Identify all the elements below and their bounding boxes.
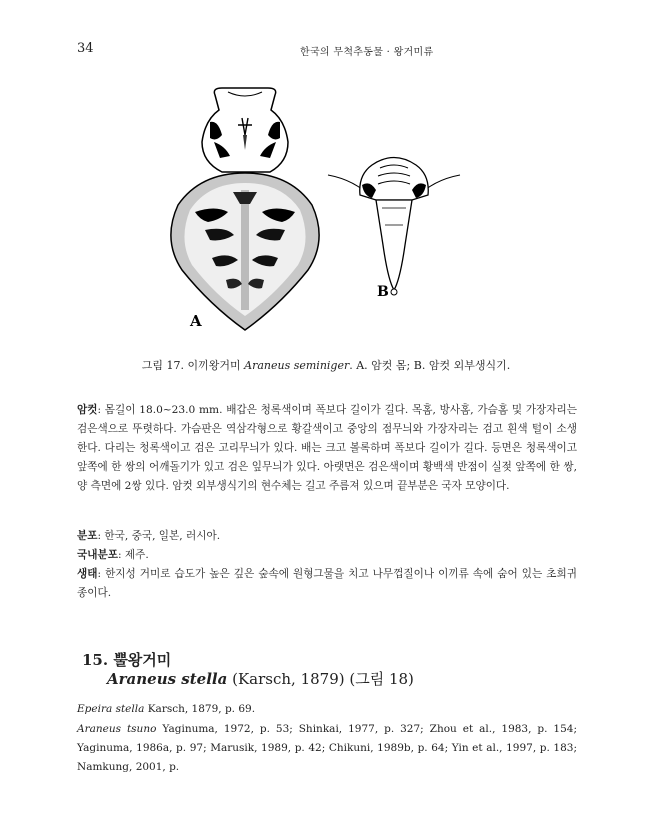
ecology-term: 생태	[77, 568, 98, 580]
reference-line-1	[77, 700, 577, 719]
domestic-distribution-line	[77, 546, 577, 565]
reference-text-1: Karsch, 1879, p. 69.	[144, 703, 256, 715]
caption-prefix: 그림 17. 이끼왕거미	[141, 359, 245, 372]
species-heading	[107, 668, 414, 689]
figure-a-carapace	[202, 88, 288, 172]
domestic-text: : 제주.	[117, 549, 149, 561]
figure-caption	[0, 357, 652, 373]
description-paragraph	[77, 401, 577, 496]
reference-taxon-2: Araneus tsuno	[77, 723, 157, 735]
description-term: 암컷	[77, 404, 98, 416]
reference-line-2	[77, 720, 577, 777]
reference-text-2: Yaginuma, 1972, p. 53; Shinkai, 1977, p. 327; Zhou et al., 1983, p. 154; Yaginuma, 1986a, p. 97; Marusik, 1989, p. 42; Chikuni, 1989b, p. 64; Yin et al., 1997, p. 183; Namkung, 2001, p.	[77, 723, 578, 773]
figure-label-a: A	[190, 312, 202, 330]
description-text: : 몸길이 18.0~23.0 mm. 배갑은 청록색이며 폭보다 길이가 길다. 목홈, 방사홈, 가슴홈 및 가장자리는 검은색으로 뚜렷하다. 가슴판은 역삼각형으로 황갈색이고 중앙의 점무늬와 가장자리는 검고 흰색 털이 소생한다. 다리는 청록색이고 검은 고리무늬가 있다. 배는 크고 볼록하며 폭보다 길이가 길다. 등면은 청록색이고 앞쪽에 한 쌍의 어깨돌기가 있고 검은 잎무늬가 있다. 아랫면은 검은색이며 황백색 반점이 실젖 앞쪽에 한 쌍, 양 측면에 2쌍 있다. 암컷 외부생식기의 현수체는 길고 주름져 있으며 끝부분은 국자 모양이다.	[77, 404, 577, 492]
ecology-paragraph	[77, 565, 577, 603]
species-name: Araneus stella	[107, 670, 228, 688]
figure-b-epigynum	[328, 158, 460, 296]
caption-suffix: . A. 암컷 몸; B. 암컷 외부생식기.	[349, 359, 511, 372]
ecology-text: : 한지성 거미로 습도가 높은 깊은 숲속에 원형그물을 치고 나무껍질이나 이끼류 속에 숨어 있는 초희귀종이다.	[77, 568, 577, 599]
figure-a-abdomen	[171, 173, 319, 330]
section-heading: 15. 뿔왕거미	[82, 651, 172, 669]
page-number: 34	[77, 41, 94, 56]
domestic-term: 국내분포	[77, 549, 118, 561]
figure-label-b: B	[377, 284, 389, 300]
reference-taxon-1: Epeira stella	[77, 703, 145, 715]
caption-species: Araneus seminiger	[244, 359, 350, 372]
species-author: (Karsch, 1879) (그림 18)	[227, 670, 414, 688]
distribution-text: : 한국, 중국, 일본, 러시아.	[97, 530, 221, 542]
running-title: 한국의 무척추동물 · 왕거미류	[300, 47, 434, 58]
distribution-line	[77, 527, 577, 546]
distribution-term: 분포	[77, 530, 98, 542]
spider-figure	[150, 80, 510, 340]
